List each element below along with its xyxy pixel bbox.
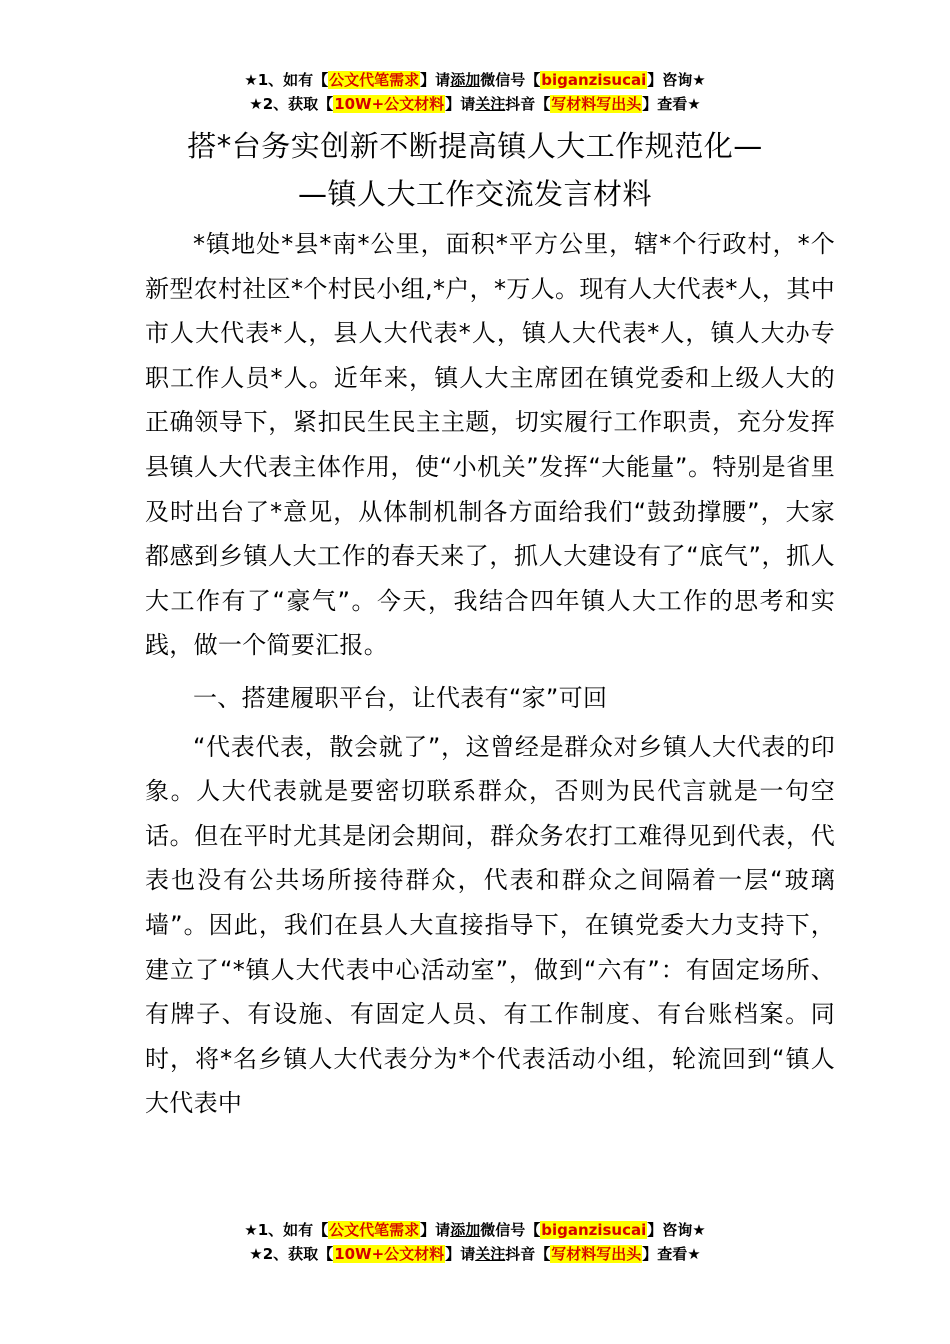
banner-highlight: 写材料写出头: [551, 95, 642, 113]
paragraph-section-1: “代表代表，散会就了”，这曾经是群众对乡镇人大代表的印象。人大代表就是要密切联系群众，否则为民代言就是一句空话。但在平时尤其是闭会期间，群众务农打工难得见到代表，代表也没有公共场所接待群众，代表和群众之间隔着一层“玻璃墙”。因此，我们在县人大直接指导下，在镇党委大力支持下，建立了“*镇人大代表中心活动室”，做到“六有”：有固定场所、有牌子、有设施、有固定人员、有工作制度、有台账档案。同时，将*名乡镇人大代表分为*个代表活动小组，轮流回到“镇人大代表中: [145, 732, 835, 1118]
banner-text: 抖音【: [505, 95, 551, 113]
banner-text: 】请: [445, 95, 476, 113]
banner-text: 抖音【: [505, 1245, 551, 1263]
banner-text: 】查看★: [642, 1245, 701, 1263]
banner-highlight: 公文代笔需求: [329, 1221, 420, 1239]
banner-highlight: biganzisucai: [541, 1221, 647, 1239]
banner-highlight: 写材料写出头: [551, 1245, 642, 1263]
banner-text: 微信号【: [480, 71, 541, 89]
paragraph-intro: *镇地处*县*南*公里，面积*平方公里，辖*个行政村，*个新型农村社区*个村民小组,*户，*万人。现有人大代表*人，其中市人大代表*人，县人大代表*人，镇人大代表*人，镇人大办专职工作人员*人。近年来，镇人大主席团在镇党委和上级人大的正确领导下，紧扣民生民主主题，切实履行工作职责，充分发挥县镇人大代表主体作用，使“小机关”发挥“大能量”。特别是省里及时出台了*意见，从体制机制各方面给我们“鼓劲撑腰”，大家都感到乡镇人大工作的春天来了，抓人大建设有了“底气”，抓人大工作有了“豪气”。今天，我结合四年镇人大工作的思考和实践，做一个简要汇报。: [145, 230, 835, 660]
banner-text: 】请: [445, 1245, 476, 1263]
banner-text: ★2、获取【: [249, 95, 334, 113]
banner-text: 】查看★: [642, 95, 701, 113]
banner-line-2: [0, 1242, 950, 1266]
banner-highlight: biganzisucai: [541, 71, 647, 89]
banner-text: ★1、如有【: [244, 1221, 329, 1239]
banner-highlight: 10W+公文材料: [334, 95, 445, 113]
title-line-2: —镇人大工作交流发言材料: [297, 177, 652, 211]
banner-underlined: 添加: [450, 71, 481, 89]
document-title: [0, 122, 950, 218]
banner-text: 】请: [420, 1221, 451, 1239]
banner-highlight: 10W+公文材料: [334, 1245, 445, 1263]
banner-line-2: [0, 92, 950, 116]
banner-text: 】请: [420, 71, 451, 89]
banner-text: ★1、如有【: [244, 71, 329, 89]
footer-banner: [0, 1218, 950, 1266]
banner-underlined: 关注: [475, 1245, 506, 1263]
banner-text: 微信号【: [480, 1221, 541, 1239]
banner-text: ★2、获取【: [249, 1245, 334, 1263]
banner-underlined: 关注: [475, 95, 506, 113]
document-body: [145, 222, 835, 1126]
header-banner: [0, 68, 950, 116]
banner-line-1: [0, 68, 950, 92]
banner-highlight: 公文代笔需求: [329, 71, 420, 89]
section-heading-1: 一、搭建履职平台，让代表有“家”可回: [193, 683, 608, 712]
banner-text: 】咨询★: [647, 1221, 706, 1239]
banner-underlined: 添加: [450, 1221, 481, 1239]
title-line-1: 搭*台务实创新不断提高镇人大工作规范化—: [187, 129, 763, 163]
banner-text: 】咨询★: [647, 71, 706, 89]
banner-line-1: [0, 1218, 950, 1242]
